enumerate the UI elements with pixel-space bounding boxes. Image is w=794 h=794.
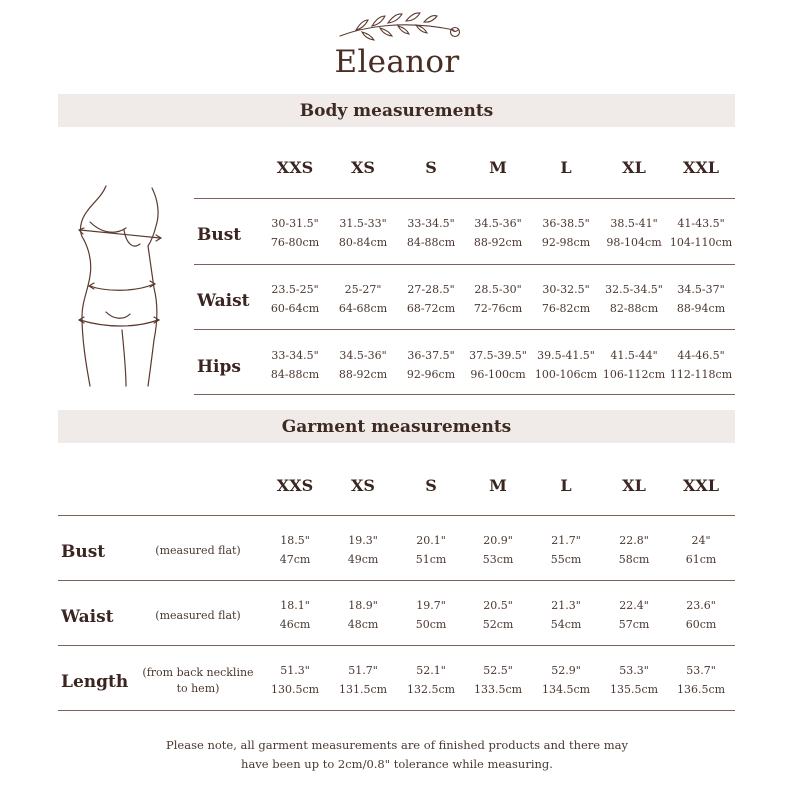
inch-value: 28.5-30" [474,283,522,296]
size-header: XXS [276,158,314,177]
row-note-line: (from back neckline [142,666,254,679]
inch-value: 19.7" [416,599,446,612]
body-section-title: Body measurements [58,94,735,127]
table-cell [464,531,532,569]
inch-value: 39.5-41.5" [537,349,595,362]
cm-value: 88-92cm [338,368,388,381]
divider [58,580,735,581]
table-cell [532,661,600,699]
table-cell [329,280,397,318]
table-cell [261,661,329,699]
cm-value: 57cm [618,618,650,631]
cm-value: 112-118cm [669,368,733,381]
row-label: Bust [61,542,106,562]
inch-value: 31.5-33" [339,217,387,230]
table-cell [397,346,465,384]
footnote-line: have been up to 2cm/0.8" tolerance while measuring. [241,757,553,771]
row-note [136,665,260,697]
divider [58,515,735,516]
inch-value: 30-32.5" [542,283,590,296]
cm-value: 60-64cm [270,302,320,315]
table-cell [532,280,600,318]
cm-value: 47cm [279,553,311,566]
cm-value: 135.5cm [609,683,659,696]
row-note-line: (measured flat) [155,609,241,622]
table-cell [397,214,465,252]
inch-value: 41.5-44" [610,349,658,362]
size-header: XXS [276,476,314,495]
inch-value: 33-34.5" [407,217,455,230]
inch-value: 52.9" [551,664,581,677]
size-header: M [489,476,507,495]
cm-value: 98-104cm [606,236,662,249]
inch-value: 44-46.5" [677,349,725,362]
inch-value: 22.8" [619,534,649,547]
table-cell [397,531,465,569]
inch-value: 36-37.5" [407,349,455,362]
row-label: Length [61,672,129,692]
table-cell [397,661,465,699]
table-cell [532,214,600,252]
inch-value: 52.5" [483,664,513,677]
inch-value: 33-34.5" [271,349,319,362]
inch-value: 27-28.5" [407,283,455,296]
row-label: Waist [61,607,114,627]
inch-value: 52.1" [416,664,446,677]
inch-value: 21.7" [551,534,581,547]
cm-value: 100-106cm [534,368,598,381]
cm-value: 84-88cm [270,368,320,381]
cm-value: 104-110cm [669,236,733,249]
inch-value: 53.3" [619,664,649,677]
table-cell [329,661,397,699]
cm-value: 88-94cm [676,302,726,315]
cm-value: 72-76cm [473,302,523,315]
table-cell [667,596,735,634]
row-label: Bust [197,225,242,245]
inch-value: 53.7" [686,664,716,677]
inch-value: 51.7" [348,664,378,677]
row-note [136,543,260,559]
row-note-line: to hem) [176,682,220,695]
table-cell [261,346,329,384]
cm-value: 53cm [482,553,514,566]
cm-value: 88-92cm [473,236,523,249]
inch-value: 25-27" [344,283,382,296]
cm-value: 49cm [347,553,379,566]
table-cell [329,531,397,569]
table-cell [600,280,668,318]
inch-value: 32.5-34.5" [605,283,663,296]
inch-value: 20.1" [416,534,446,547]
inch-value: 23.6" [686,599,716,612]
table-cell [464,280,532,318]
size-header: L [560,476,572,495]
table-cell [532,596,600,634]
cm-value: 46cm [279,618,311,631]
footnote [0,736,794,774]
cm-value: 48cm [347,618,379,631]
inch-value: 34.5-36" [339,349,387,362]
cm-value: 130.5cm [270,683,320,696]
cm-value: 106-112cm [602,368,666,381]
inch-value: 36-38.5" [542,217,590,230]
inch-value: 24" [691,534,711,547]
inch-value: 34.5-37" [677,283,725,296]
table-cell [329,346,397,384]
cm-value: 68-72cm [406,302,456,315]
size-header: L [560,158,572,177]
table-cell [600,346,668,384]
inch-value: 19.3" [348,534,378,547]
inch-value: 37.5-39.5" [469,349,527,362]
divider [194,264,735,265]
cm-value: 131.5cm [338,683,388,696]
garment-section-title: Garment measurements [58,410,735,443]
row-note [136,608,260,624]
cm-value: 76-80cm [270,236,320,249]
size-header: XS [351,158,375,177]
row-note-line: (measured flat) [155,544,241,557]
cm-value: 80-84cm [338,236,388,249]
cm-value: 55cm [550,553,582,566]
inch-value: 41-43.5" [677,217,725,230]
table-cell [261,280,329,318]
divider [194,198,735,199]
size-header: XL [622,476,646,495]
inch-value: 20.5" [483,599,513,612]
table-cell [397,280,465,318]
cm-value: 132.5cm [406,683,456,696]
inch-value: 20.9" [483,534,513,547]
cm-value: 60cm [685,618,717,631]
body-figure-icon [66,180,176,395]
table-cell [600,596,668,634]
cm-value: 133.5cm [473,683,523,696]
cm-value: 134.5cm [541,683,591,696]
cm-value: 76-82cm [541,302,591,315]
divider [194,329,735,330]
table-cell [464,214,532,252]
table-cell [261,214,329,252]
inch-value: 21.3" [551,599,581,612]
cm-value: 92-96cm [406,368,456,381]
divider [194,394,735,395]
table-cell [329,596,397,634]
cm-value: 96-100cm [470,368,526,381]
inch-value: 18.1" [280,599,310,612]
cm-value: 54cm [550,618,582,631]
table-cell [600,214,668,252]
inch-value: 18.9" [348,599,378,612]
table-cell [261,531,329,569]
table-cell [397,596,465,634]
cm-value: 92-98cm [541,236,591,249]
size-header: S [425,158,437,177]
table-cell [532,346,600,384]
row-label: Waist [197,291,250,311]
table-cell [667,214,735,252]
table-cell [464,346,532,384]
table-cell [600,661,668,699]
table-cell [532,531,600,569]
cm-value: 51cm [415,553,447,566]
table-cell [464,661,532,699]
table-cell [261,596,329,634]
inch-value: 18.5" [280,534,310,547]
table-cell [667,661,735,699]
size-header: XL [622,158,646,177]
table-cell [329,214,397,252]
size-header: XS [351,476,375,495]
cm-value: 52cm [482,618,514,631]
inch-value: 23.5-25" [271,283,319,296]
cm-value: 50cm [415,618,447,631]
inch-value: 51.3" [280,664,310,677]
table-cell [667,280,735,318]
inch-value: 22.4" [619,599,649,612]
size-header: M [489,158,507,177]
table-cell [464,596,532,634]
inch-value: 30-31.5" [271,217,319,230]
cm-value: 84-88cm [406,236,456,249]
table-cell [667,346,735,384]
size-header: S [425,476,437,495]
cm-value: 136.5cm [676,683,726,696]
brand-title: Eleanor [334,44,460,80]
size-header: XXL [682,476,720,495]
inch-value: 34.5-36" [474,217,522,230]
divider [58,710,735,711]
table-cell [667,531,735,569]
cm-value: 58cm [618,553,650,566]
cm-value: 64-68cm [338,302,388,315]
table-cell [600,531,668,569]
cm-value: 61cm [685,553,717,566]
footnote-line: Please note, all garment measurements are of finished products and there may [166,738,628,752]
row-label: Hips [197,357,241,377]
size-header: XXL [682,158,720,177]
cm-value: 82-88cm [609,302,659,315]
divider [58,645,735,646]
inch-value: 38.5-41" [610,217,658,230]
